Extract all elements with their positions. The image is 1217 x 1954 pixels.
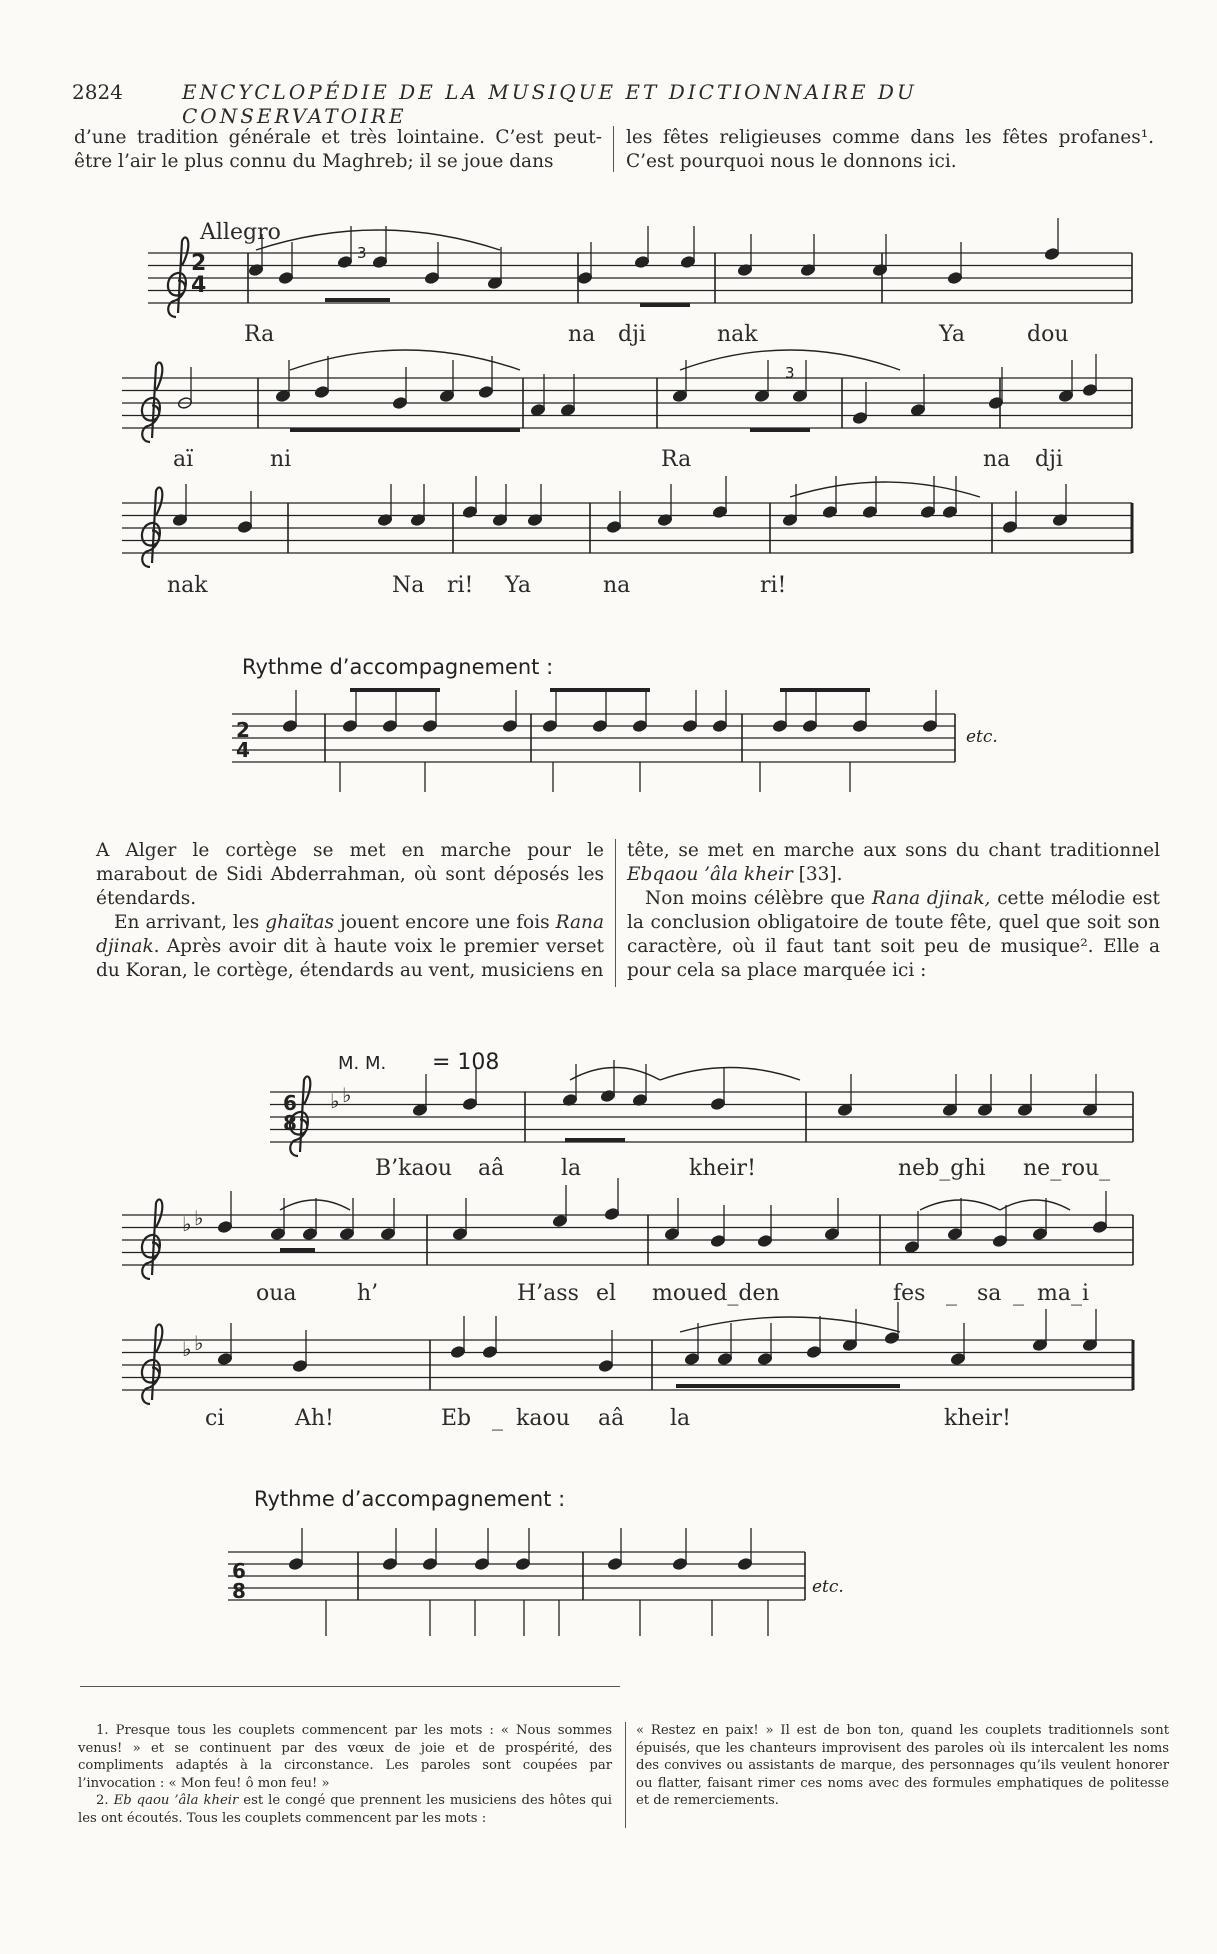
lyric: _ — [946, 1281, 957, 1306]
lyric: ne_rou_ — [1023, 1156, 1111, 1181]
lyric: ni — [270, 447, 292, 472]
slur — [660, 1068, 800, 1081]
slur — [290, 350, 520, 370]
paragraph: A Alger le cortège se met en marche pour le marabout de Sidi Abderrahman, où sont déposés les étendards. — [96, 840, 604, 909]
lyric: la — [561, 1156, 582, 1181]
paragraph — [627, 887, 1160, 983]
slur — [920, 1200, 1000, 1210]
rhythm-title: Rythme d’accompagnement : — [254, 1487, 566, 1511]
time-signature-bottom: 8 — [283, 1111, 297, 1135]
lyric: dou — [1027, 322, 1069, 347]
flat-sign: ♭ — [342, 1083, 352, 1107]
lyric: ci — [205, 1406, 225, 1431]
rhythm-time-top: 6 — [232, 1559, 246, 1583]
lyric: neb_ghi — [898, 1156, 986, 1181]
footnotes-right: « Restez en paix! » Il est de bon ton, quand les couplets traditionnels sont épuisés, que les chanteurs improvisent des paroles où ils intercalent les noms des convives ou assistants de marque, des personnages qu’ils veulent honorer ou flatter, faisant rimer ces noms avec des formules emphatiques de politesse et de remerciements. — [636, 1723, 1169, 1808]
lyric: H’ass — [517, 1281, 579, 1306]
lyric: kheir! — [689, 1156, 756, 1181]
rhythm-time-top: 2 — [236, 718, 250, 742]
flat-sign: ♭ — [182, 1212, 192, 1236]
slur — [680, 1317, 900, 1332]
treble-clef-icon — [168, 237, 188, 317]
lyric: h’ — [357, 1281, 379, 1306]
lyric: ri! — [760, 573, 787, 598]
italic-term: Eb qaou ’âla kheir — [113, 1793, 239, 1808]
text-run: Non moins célèbre que — [645, 888, 872, 909]
lyric: B’kaou — [375, 1156, 453, 1181]
column-divider — [625, 1722, 626, 1828]
slur — [1000, 1200, 1070, 1210]
treble-clef-icon — [142, 362, 162, 442]
text-run: En arrivant, les — [114, 912, 266, 933]
rhythm-accompaniment-2 — [228, 1528, 805, 1636]
time-signature-top: 6 — [283, 1091, 297, 1115]
lyric: oua — [256, 1281, 297, 1306]
score-ebqaou-ala-kheir — [122, 1060, 1133, 1404]
page-number: 2824 — [72, 80, 123, 104]
lyric: na — [568, 322, 596, 347]
top-text-left: d’une tradition générale et très lointaine. C’est peut-être l’air le plus connu du Maghreb; il se joue dans — [74, 127, 602, 172]
time-signature-bottom: 4 — [191, 273, 207, 298]
middle-text-left — [96, 839, 604, 983]
text-run: . Après avoir dit à haute voix le premier verset du Koran, le cortège, étendards au vent, musiciens en — [96, 936, 604, 981]
lyric: aï — [173, 447, 194, 472]
lyric: Ya — [939, 322, 965, 347]
lyric: Na — [392, 573, 425, 598]
text-run: jouent encore une fois — [333, 912, 556, 933]
flat-sign: ♭ — [194, 1206, 204, 1230]
rhythm-title: Rythme d’accompagnement : — [242, 655, 554, 679]
lyric: Ra — [244, 322, 275, 347]
lyric: na — [603, 573, 631, 598]
text-run: 2. — [96, 1793, 114, 1808]
etc-label: etc. — [966, 727, 998, 747]
text-run: cette mélodie est la conclusion obligatoire de toute fête, quel que soit son caractère, où il faut tant soit peu de musique². Elle a pour cela sa place marquée ici : — [627, 888, 1160, 981]
text-run: tête, se met en marche aux sons du chant traditionnel — [627, 840, 1160, 861]
column-divider — [615, 839, 616, 987]
text-run: [33]. — [792, 864, 843, 885]
running-title: ENCYCLOPÉDIE DE LA MUSIQUE ET DICTIONNAIRE DU CONSERVATOIRE — [182, 80, 917, 128]
middle-text-right — [627, 839, 1160, 983]
time-signature-top: 2 — [191, 251, 207, 276]
lyric: Ra — [661, 447, 692, 472]
footnote-rule — [80, 1686, 620, 1687]
lyric: Ah! — [295, 1406, 334, 1431]
lyric: dji — [1035, 447, 1063, 472]
lyric: nak — [717, 322, 758, 347]
text-run: est le congé que prennent les musiciens des hôtes qui les ont écoutés. Tous les couplets commencent par les mots : — [78, 1793, 612, 1826]
rhythm-accompaniment-1 — [232, 690, 955, 792]
lyric: ma_i — [1037, 1281, 1090, 1306]
lyric: sa — [977, 1281, 1002, 1306]
italic-term: Rana djinak, — [871, 888, 991, 909]
flat-sign: ♭ — [330, 1089, 340, 1113]
lyric: _ — [1013, 1281, 1024, 1306]
lyric: la — [670, 1406, 691, 1431]
treble-clef-icon — [142, 1324, 162, 1404]
tempo-marking: Allegro — [200, 220, 281, 245]
italic-term: Ebqaou ’âla kheir — [627, 864, 793, 885]
lyric: _ — [492, 1406, 503, 1431]
italic-term: ghaïtas — [265, 912, 334, 933]
etc-label: etc. — [812, 1577, 844, 1597]
lyric: Eb — [441, 1406, 472, 1431]
flat-sign: ♭ — [182, 1337, 192, 1361]
treble-clef-icon — [142, 1199, 162, 1279]
lyric: aâ — [478, 1156, 505, 1181]
top-text-right: les fêtes religieuses comme dans les fêtes profanes¹. C’est pourquoi nous le donnons ici. — [626, 127, 1154, 172]
lyric: dji — [618, 322, 646, 347]
flat-sign: ♭ — [194, 1331, 204, 1355]
lyric: ri! — [447, 573, 474, 598]
triplet-mark: 3 — [357, 244, 367, 262]
metronome-label: M. M. — [338, 1053, 387, 1074]
slur — [280, 1200, 350, 1210]
lyric: na — [983, 447, 1011, 472]
treble-clef-icon — [142, 487, 162, 567]
score-rana-djinak — [122, 218, 1132, 567]
footnotes-left — [78, 1722, 612, 1827]
lyric: aâ — [598, 1406, 625, 1431]
rhythm-time-bottom: 8 — [232, 1579, 246, 1603]
triplet-mark: 3 — [785, 364, 795, 382]
rhythm-time-bottom: 4 — [236, 738, 250, 762]
footnote-2 — [78, 1792, 612, 1827]
lyric: fes — [893, 1281, 926, 1306]
footnote-1: 1. Presque tous les couplets commencent par les mots : « Nous sommes venus! » et se continuent par des vœux de joie et de prospérité, des compliments adaptés à la circonstance. Les paroles sont coupées par l’invocation : « Mon feu! ô mon feu! » — [78, 1723, 612, 1791]
slur — [790, 482, 980, 497]
paragraph — [96, 911, 604, 983]
metronome-value: = 108 — [432, 1050, 500, 1075]
italic-term: Rana djinak — [96, 912, 604, 957]
lyric: Ya — [505, 573, 531, 598]
paragraph — [627, 839, 1160, 887]
lyric: kheir! — [944, 1406, 1011, 1431]
lyric: el — [596, 1281, 617, 1306]
lyric: moued_den — [652, 1281, 780, 1306]
lyric: kaou — [516, 1406, 570, 1431]
lyric: nak — [167, 573, 208, 598]
